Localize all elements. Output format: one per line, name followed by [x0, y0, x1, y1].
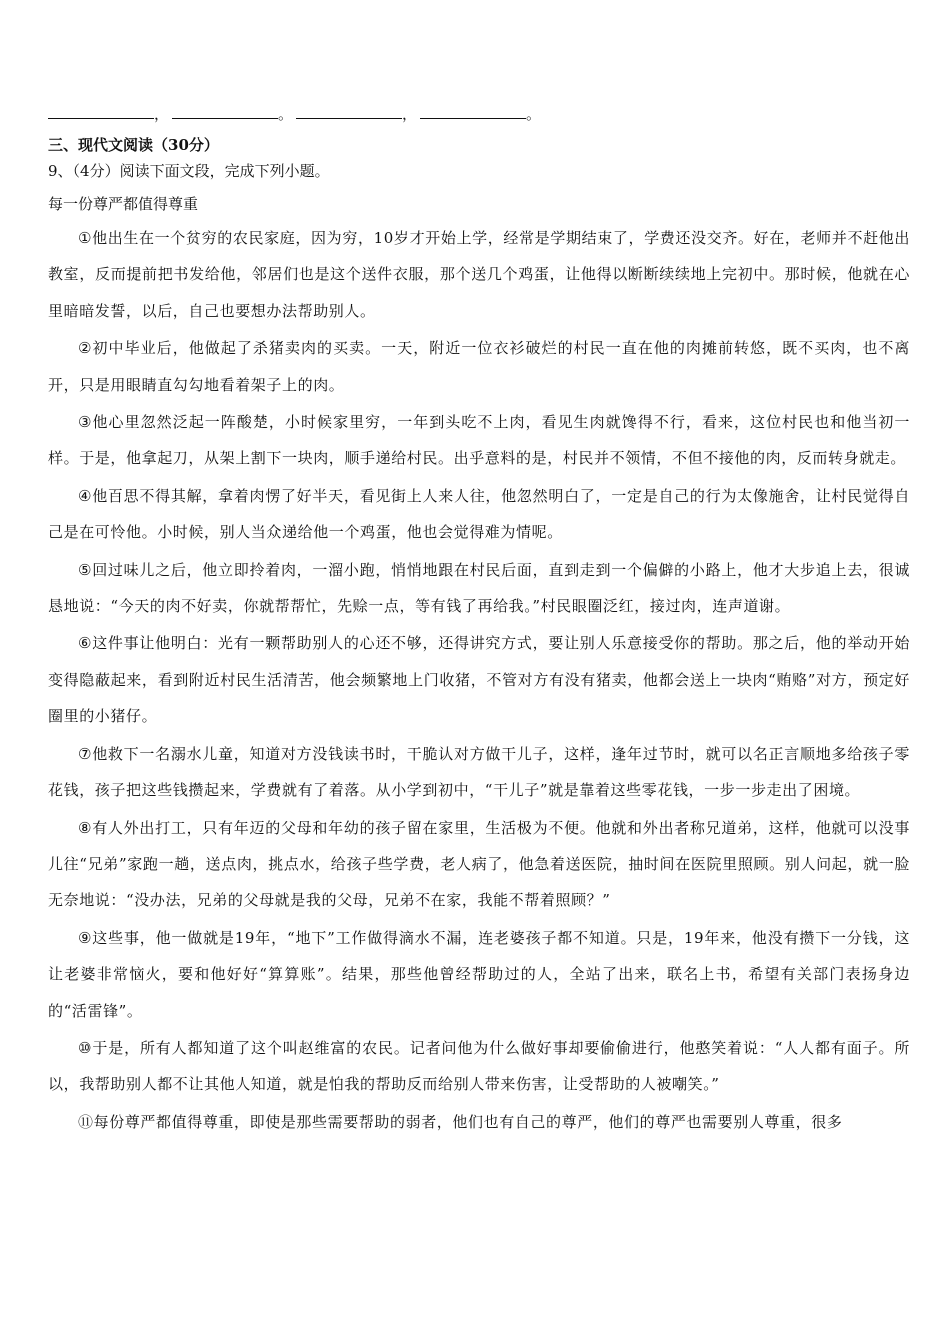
paragraph-number: ⑨: [78, 928, 93, 947]
paragraph-text: 他百思不得其解，拿着肉愣了好半天，看见街上人来人往，他忽然明白了，一定是自己的行为太像施舍，让村民觉得自己是在可怜他。小时候，别人当众递给他一个鸡蛋，他也会觉得难为情呢。: [48, 486, 910, 542]
paragraph-number: ①: [78, 229, 93, 247]
paragraph-text: 他救下一名溺水儿童，知道对方没钱读书时，干脆认对方做干儿子，这样，逢年过节时，就可以名正言顺地多给孩子零花钱，孩子把这些钱攒起来，学费就有了着落。从小学到初中，“干儿子”就是靠着这些零花钱，一步一步走出了困境。: [48, 744, 910, 800]
paragraph-number: ④: [78, 486, 93, 505]
paragraph-number: ⑩: [78, 1038, 93, 1057]
paragraph-text: 他出生在一个贫穷的农民家庭，因为穷，10岁才开始上学，经常是学期结束了，学费还没交齐。好在，老师并不赶他出教室，反而提前把书发给他，邻居们也是这个送件衣服，那个送几个鸡蛋，让他得以断断续续地上完初中。那时候，他就在心里暗暗发誓，以后，自己也要想办法帮助别人。: [48, 229, 910, 320]
paragraph: [48, 478, 910, 551]
paragraph-text: 他心里忽然泛起一阵酸楚，小时候家里穷，一年到头吃不上肉，看见生肉就馋得不行，看来，这位村民也和他当初一样。于是，他拿起刀，从架上割下一块肉，顺手递给村民。出乎意料的是，村民并不领情，不但不接他的肉，反而转身就走。: [48, 413, 910, 468]
paragraph: [48, 736, 910, 809]
paragraph-text: 回过味儿之后，他立即拎着肉，一溜小跑，悄悄地跟在村民后面，直到走到一个偏僻的小路上，他才大步追上去，很诚恳地说：“今天的肉不好卖，你就帮帮忙，先赊一点，等有钱了再给我。”村民眼圈泛红，接过肉，连声道谢。: [48, 560, 910, 616]
answer-blank-3[interactable]: [296, 102, 402, 119]
paragraph-number: ③: [78, 413, 93, 432]
paragraph-text: 有人外出打工，只有年迈的父母和年幼的孩子留在家里，生活极为不便。他就和外出者称兄道弟，这样，他就可以没事儿往“兄弟”家跑一趟，送点肉，挑点水，给孩子些学费，老人病了，他急着送医院，抽时间在医院里照顾。别人问起，就一脸无奈地说：“没办法，兄弟的父母就是我的父母，兄弟不在家，我能不帮着照顾？”: [48, 818, 910, 910]
paragraph: [48, 625, 910, 734]
paragraph-text: 初中毕业后，他做起了杀猪卖肉的买卖。一天，附近一位衣衫破烂的村民一直在他的肉摊前转悠，既不买肉，也不离开，只是用眼睛直勾勾地看着架子上的肉。: [48, 339, 910, 394]
paragraph-number: ⑪: [78, 1112, 94, 1131]
paragraph: [48, 1104, 910, 1140]
paragraph-number: ⑥: [78, 634, 93, 653]
paragraph-text: 这件事让他明白：光有一颗帮助别人的心还不够，还得讲究方式，要让别人乐意接受你的帮助。那之后，他的举动开始变得隐蔽起来，看到附近村民生活清苦，他会频繁地上门收猪，不管对方有没有猪卖，他都会送上一块肉“贿赂”对方，预定好圈里的小猪仔。: [48, 634, 910, 726]
paragraph: [48, 220, 910, 329]
blank-separator: 。: [526, 105, 542, 123]
answer-blank-2[interactable]: [172, 102, 278, 119]
paragraph: [48, 1030, 910, 1103]
question-prompt: 9、（4分）阅读下面文段，完成下列小题。: [48, 162, 330, 180]
paragraph-text: 每份尊严都值得尊重，即使是那些需要帮助的弱者，他们也有自己的尊严，他们的尊严也需要别人尊重，很多: [93, 1112, 843, 1131]
paragraph-text: 于是，所有人都知道了这个叫赵维富的农民。记者问他为什么做好事却要偷偷进行，他憨笑着说：“人人都有面子。所以，我帮助别人都不让其他人知道，就是怕我的帮助反而给别人带来伤害，让受帮助的人被嘲笑。”: [48, 1038, 910, 1094]
blank-separator: ，: [154, 105, 170, 123]
paragraph: [48, 330, 910, 403]
paragraph-text: 这些事，他一做就是19年，“地下”工作做得滴水不漏，连老婆孩子都不知道。只是，19年来，他没有攒下一分钱，这让老婆非常恼火，要和他好好“算算账”。结果，那些他曾经帮助过的人，全站了出来，联名上书，希望有关部门表扬身边的“活雷锋”。: [48, 928, 910, 1020]
paragraph-number: ⑦: [78, 744, 93, 763]
paragraph: [48, 552, 910, 625]
paragraph-number: ⑧: [78, 818, 93, 837]
answer-blank-4[interactable]: [420, 102, 526, 119]
article-body: [48, 220, 910, 1141]
paragraph: [48, 404, 910, 477]
paragraph-number: ⑤: [78, 560, 93, 579]
fill-in-blank-line: [48, 102, 908, 124]
paragraph: [48, 920, 910, 1029]
article-title: 每一份尊严都值得尊重: [48, 195, 199, 213]
section-title: 三、现代文阅读（30分）: [48, 136, 219, 154]
paragraph: [48, 810, 910, 919]
blank-separator: 。: [278, 105, 294, 123]
blank-separator: ，: [402, 105, 418, 123]
paragraph-number: ②: [78, 339, 93, 358]
answer-blank-1[interactable]: [48, 102, 154, 119]
